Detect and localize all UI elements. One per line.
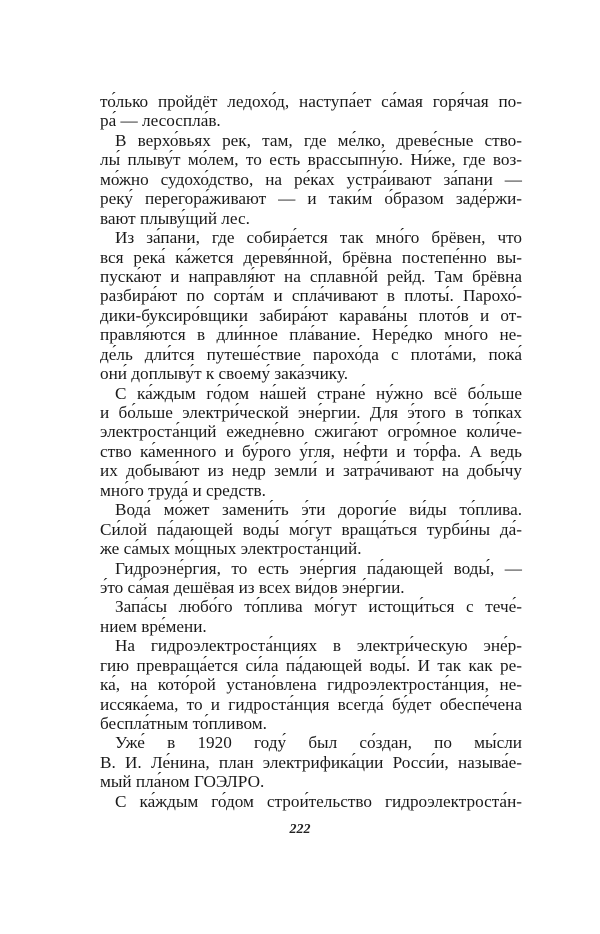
- paragraph: [100, 228, 522, 384]
- text-line: Вода́ мо́жет замени́ть э́ти дороги́е ви́ды то́плива.: [115, 500, 522, 520]
- text-line: Запа́сы любо́го то́плива мо́гут истощи́ться с тече́-: [115, 597, 522, 617]
- text-line: гию превраща́ется си́ла па́дающей воды́. И так как ре-: [100, 655, 522, 675]
- text-line: В верхо́вьях рек, там, где ме́лко, древе́сные ство-: [115, 130, 522, 150]
- text-line: электроста́нций ежедне́вно сжига́ют огро́мное коли́че-: [100, 422, 522, 442]
- page-body-text: [100, 92, 522, 811]
- text-line: они́ доплыву́т к своему́ зака́зчику.: [100, 364, 349, 384]
- text-line: На гидроэлектроста́нциях в электри́ческую эне́р-: [115, 636, 522, 656]
- paragraph: [100, 733, 522, 791]
- text-line: мно́го труда́ и средств.: [100, 480, 266, 500]
- text-line: дики-буксиро́вщики забира́ют карава́ны плото́в и от-: [100, 305, 522, 325]
- text-line: беспла́тным то́пливом.: [100, 714, 267, 733]
- text-line: ра́ — лесоспла́в.: [100, 111, 221, 131]
- text-line: нием вре́мени.: [100, 616, 207, 636]
- text-line: правля́ются в дли́нное пла́вание. Нере́дко мно́го не-: [100, 325, 522, 345]
- text-line: пуска́ют и направля́ют на сплавно́й рейд. Там брёвна: [100, 266, 522, 286]
- paragraph: [100, 792, 522, 811]
- text-line: то́лько пройдёт ледохо́д, наступа́ет са́мая горя́чая по-: [100, 92, 522, 111]
- text-line: и бо́льше электри́ческой эне́ргии. Для э́того в то́пках: [100, 403, 522, 422]
- text-line: иссяка́ема, то и гидроста́нция всегда́ бу́дет обеспе́чена: [100, 694, 522, 714]
- text-line: Уже́ в 1920 году́ был со́здан, по мы́сли: [115, 733, 522, 753]
- text-line: В. И. Ле́нина, план электрифика́ции Росси́и, называ́е-: [100, 752, 522, 772]
- paragraph: [100, 559, 522, 598]
- page-number: 222: [289, 822, 311, 837]
- text-line: реку́ перегора́живают — и таки́м о́бразом заде́ржи-: [100, 189, 522, 209]
- text-line: С ка́ждым го́дом на́шей стране́ ну́жно всё бо́льше: [115, 383, 522, 403]
- paragraph: [100, 92, 522, 131]
- text-line: мо́жно судохо́дство, на ре́ках устра́ивают за́пани —: [100, 169, 522, 189]
- text-line: мый пла́ном ГОЭЛРО.: [100, 772, 265, 792]
- paragraph: [100, 500, 522, 558]
- text-line: их добыва́ют из недр земли́ и затра́чивают на добы́чу: [100, 461, 522, 481]
- text-line: ка́, на кото́рой устано́влена гидроэлектроста́нция, не-: [100, 675, 522, 695]
- text-line: вся река́ ка́жется деревя́нной, брёвна постепе́нно вы-: [100, 247, 522, 267]
- paragraph: [100, 597, 522, 636]
- paragraph: [100, 384, 522, 501]
- text-line: Из за́пани, где собира́ется так мно́го брёвен, что: [115, 228, 522, 248]
- text-line: вают плыву́щий лес.: [100, 208, 250, 228]
- text-line: Гидроэне́ргия, то есть эне́ргия па́дающей воды́, —: [115, 558, 522, 578]
- text-line: разбира́ют по сорта́м и спла́чивают в плоты́. Парохо́-: [100, 286, 522, 306]
- text-line: С ка́ждым го́дом строи́тельство гидроэлектроста́н-: [115, 791, 522, 811]
- paragraph: [100, 636, 522, 733]
- text-line: же са́мых мо́щных электроста́нций.: [100, 539, 362, 559]
- text-line: Си́лой па́дающей воды́ мо́гут враща́ться турби́ны да́-: [100, 519, 522, 539]
- text-line: лы́ плыву́т мо́лем, то есть врассыпну́ю. Ни́же, где воз-: [100, 150, 522, 170]
- text-line: ство ка́менного и бу́рого у́гля, не́фти и то́рфа. А ведь: [100, 441, 522, 461]
- paragraph: [100, 131, 522, 228]
- text-line: де́ль дли́тся путеше́ствие парохо́да с плота́ми, пока́: [100, 344, 522, 364]
- text-line: э́то са́мая дешёвая из всех ви́дов эне́ргии.: [100, 577, 405, 597]
